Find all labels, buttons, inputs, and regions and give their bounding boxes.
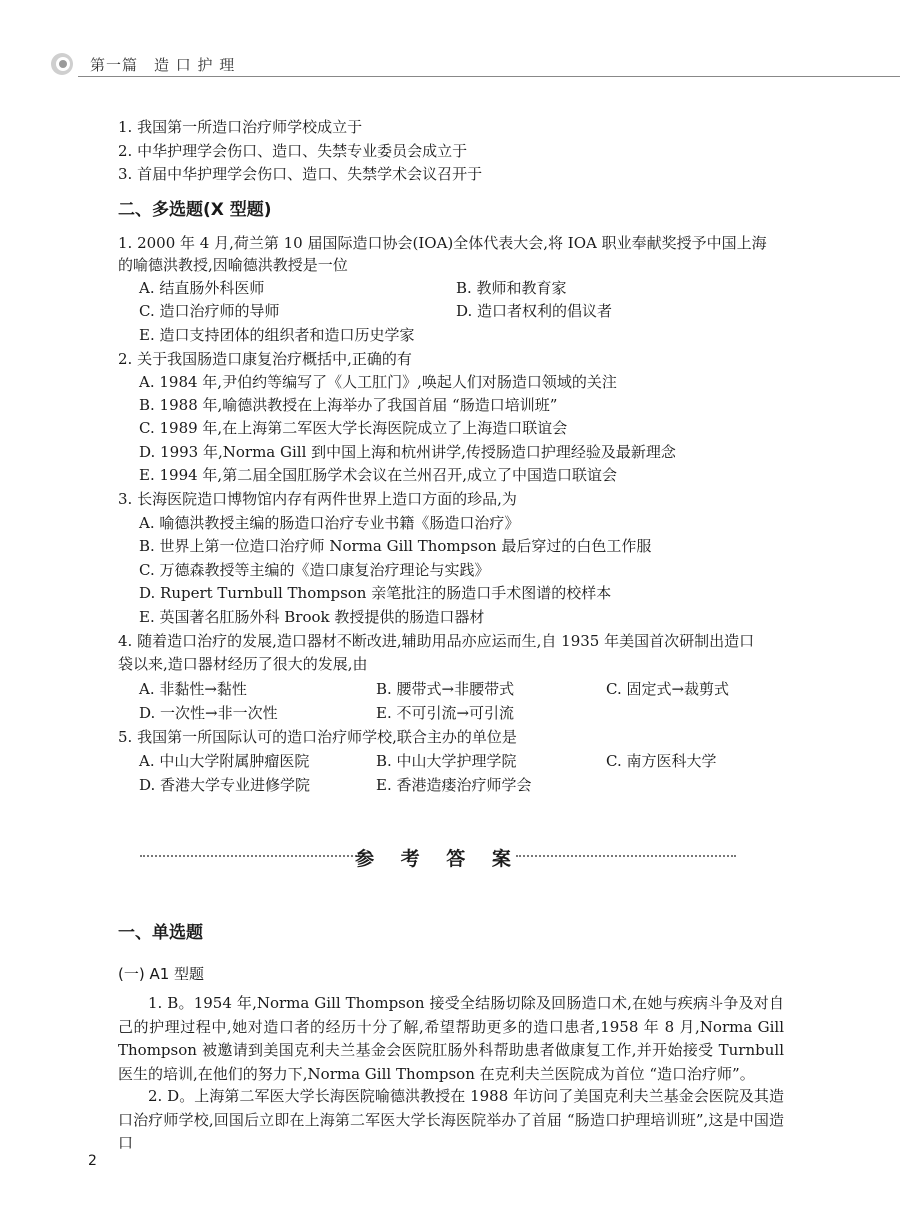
q5-option-e: E. 香港造瘘治疗师学会	[376, 776, 532, 794]
q4-option-b: B. 腰带式→非腰带式	[376, 680, 515, 698]
q1-stem-line2: 的喻德洪教授,因喻德洪教授是一位	[118, 256, 348, 274]
q5-option-b: B. 中山大学护理学院	[376, 752, 517, 770]
answer-paragraph-2: 2. D。上海第二军医大学长海医院喻德洪教授在 1988 年访问了美国克利夫兰基金会医院及其造口治疗师学校,回国后立即在上海第二军医大学长海医院举办了首届 “肠造口护理培训班”,这是中国造口	[118, 1087, 784, 1152]
q4-option-c: C. 固定式→裁剪式	[606, 680, 730, 698]
q1-option-c: C. 造口治疗师的导师	[139, 302, 280, 320]
q4-stem-line2: 袋以来,造口器材经历了很大的发展,由	[118, 655, 368, 673]
q3-option-b: B. 世界上第一位造口治疗师 Norma Gill Thompson 最后穿过的白色工作服	[139, 537, 652, 555]
q2-option-b: B. 1988 年,喻德洪教授在上海举办了我国首届 “肠造口培训班”	[139, 396, 558, 414]
answer-paragraph-1: 1. B。1954 年,Norma Gill Thompson 接受全结肠切除及回肠造口术,在她与疾病斗争及对自己的护理过程中,她对造口者的经历十分了解,希望帮助更多的造口患者,1958 年 8 月,Norma Gill Thompson 被邀请到美国克利夫兰基金会医院肛肠外科帮助患者做康复工作,并开始接受 Turnbull 医生的培训,在他们的努力下,Norma Gill Thompson 在克利夫兰医院成为首位 “造口治疗师”。	[118, 994, 784, 1083]
q4-option-a: A. 非黏性→黏性	[139, 680, 247, 698]
q5-option-d: D. 香港大学专业进修学院	[139, 776, 311, 794]
answers-banner	[140, 844, 736, 868]
q2-option-c: C. 1989 年,在上海第二军医大学长海医院成立了上海造口联谊会	[139, 419, 568, 437]
section-title-multiple-choice: 二、多选题(X 型题)	[118, 200, 272, 220]
blank-question-1: 1. 我国第一所造口治疗师学校成立于	[118, 118, 363, 136]
page-header	[50, 52, 900, 78]
banner-dots-right	[516, 855, 736, 857]
q1-option-d: D. 造口者权利的倡议者	[456, 302, 613, 320]
header-divider	[78, 76, 900, 77]
q4-option-d: D. 一次性→非一次性	[139, 704, 278, 722]
q2-stem: 2. 关于我国肠造口康复治疗概括中,正确的有	[118, 350, 412, 368]
q5-option-c: C. 南方医科大学	[606, 752, 717, 770]
q2-option-a: A. 1984 年,尹伯约等编写了《人工肛门》,唤起人们对肠造口领域的关注	[139, 373, 617, 391]
q3-stem: 3. 长海医院造口博物馆内存有两件世界上造口方面的珍品,为	[118, 490, 517, 508]
q3-option-d: D. Rupert Turnbull Thompson 亲笔批注的肠造口手术图谱的校样本	[139, 584, 612, 602]
q1-stem-line1: 1. 2000 年 4 月,荷兰第 10 届国际造口协会(IOA)全体代表大会,将 IOA 职业奉献奖授予中国上海	[118, 234, 767, 252]
q1-option-e: E. 造口支持团体的组织者和造口历史学家	[139, 326, 415, 344]
q3-option-c: C. 万德森教授等主编的《造口康复治疗理论与实践》	[139, 561, 490, 579]
page-number: 2	[88, 1153, 97, 1169]
q4-option-e: E. 不可引流→可引流	[376, 704, 515, 722]
q3-option-e: E. 英国著名肛肠外科 Brook 教授提供的肠造口器材	[139, 608, 485, 626]
chapter-logo-icon	[50, 52, 74, 76]
answers-title: 参 考 答 案	[355, 848, 521, 870]
q2-option-d: D. 1993 年,Norma Gill 到中国上海和杭州讲学,传授肠造口护理经验及最新理念	[139, 443, 676, 461]
q5-stem: 5. 我国第一所国际认可的造口治疗师学校,联合主办的单位是	[118, 728, 517, 746]
q3-option-a: A. 喻德洪教授主编的肠造口治疗专业书籍《肠造口治疗》	[139, 514, 520, 532]
header-title: 第一篇 造 口 护 理	[90, 56, 236, 74]
section-title-single-choice: 一、单选题	[118, 923, 203, 943]
blank-question-3: 3. 首届中华护理学会伤口、造口、失禁学术会议召开于	[118, 165, 483, 183]
q1-option-a: A. 结直肠外科医师	[139, 279, 265, 297]
q1-option-b: B. 教师和教育家	[456, 279, 567, 297]
q2-option-e: E. 1994 年,第二届全国肛肠学术会议在兰州召开,成立了中国造口联谊会	[139, 466, 617, 484]
subsection-title-a1: (一) A1 型题	[118, 965, 205, 983]
q4-stem-line1: 4. 随着造口治疗的发展,造口器材不断改进,辅助用品亦应运而生,自 1935 年美国首次研制出造口	[118, 632, 755, 650]
blank-question-2: 2. 中华护理学会伤口、造口、失禁专业委员会成立于	[118, 142, 468, 160]
q5-option-a: A. 中山大学附属肿瘤医院	[139, 752, 310, 770]
